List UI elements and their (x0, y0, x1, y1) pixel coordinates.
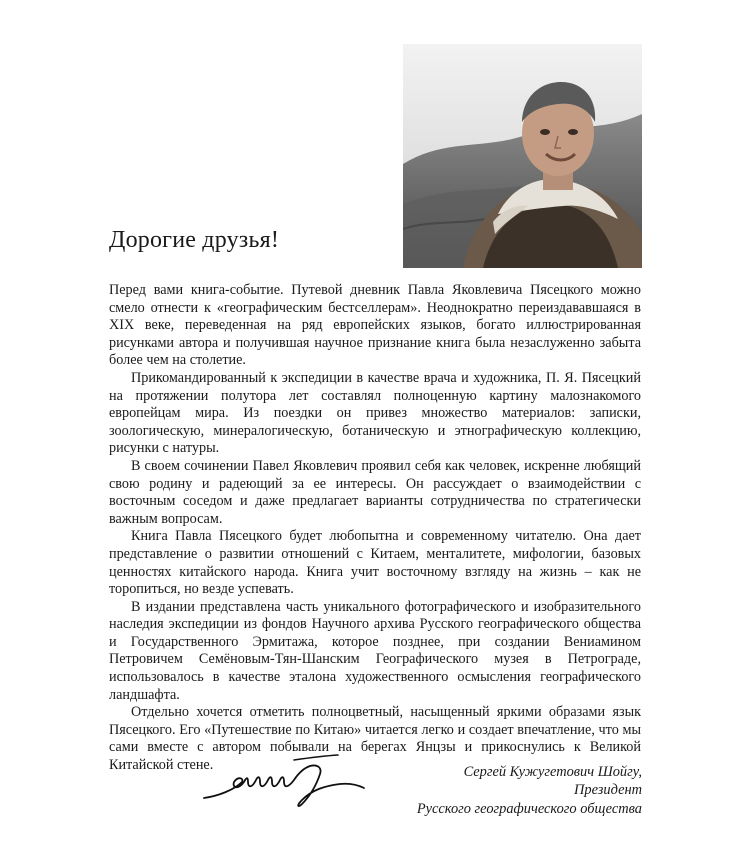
portrait-illustration (403, 44, 642, 268)
paragraph: Перед вами книга-событие. Путевой дневник Павла Яковлевича Пясецкого можно смело отнести к «географическим бестселлерам». Неоднократно переиздававшаяся в XIX веке, переведенная на ряд европейских языков, богато иллюстрированная рисунками автора и получившая научное признание книга была незаслуженно забыта более чем на столетие. (109, 282, 641, 369)
paragraph: В своем сочинении Павел Яковлевич проявил себя как человек, искренне любящий свою родину и радеющий за ее интересы. Он рассуждает о взаимодействии с восточным соседом и даже предлагает варианты сотрудничества по стратегически важным вопросам. (109, 457, 641, 527)
page-heading: Дорогие друзья! (109, 227, 280, 253)
signoff-title: Президент (574, 782, 642, 799)
signature-image (198, 752, 368, 810)
paragraph: Отдельно хочется отметить полноцветный, насыщенный яркими образами язык Пясецкого. Его «Путешествие по Китаю» читается легко и создает впечатление, что мы сами вместе с автором побывали на берегах Янцзы и прикоснулись к Великой Китайской стене. (109, 704, 641, 774)
letter-body (109, 282, 641, 775)
paragraph: В издании представлена часть уникального фотографического и изобразительного наследия экспедиции из фондов Научного архива Русского географического общества и Государственного Эрмитажа, которое позднее, при создании Вениамином Петровичем Семёновым-Тян-Шанским Географического музея в Петрограде, использовалось в качестве эталона художественного осмысления географического ландшафта. (109, 598, 641, 703)
signature-scribble (198, 752, 368, 810)
paragraph: Книга Павла Пясецкого будет любопытна и современному читателю. Она дает представление о развитии отношений с Китаем, менталитете, мифологии, базовых ценностях китайского народа. Книга учит восточному взгляду на жизнь – как не торопиться, но везде успевать. (109, 528, 641, 598)
author-portrait-photo (403, 44, 642, 268)
paragraph: Прикомандированный к экспедиции в качестве врача и художника, П. Я. Пясецкий на протяжении полутора лет составлял полноценную картину малознакомого европейцам мира. Из поездки он привез множество материалов: записки, зоологическую, минералогическую, ботаническую и этнографическую коллекцию, рисунки с натуры. (109, 369, 641, 457)
signoff-organization: Русского географического общества (416, 800, 642, 817)
signoff-name: Сергей Кужугетович Шойгу, (463, 764, 642, 780)
signoff-block (417, 763, 642, 818)
